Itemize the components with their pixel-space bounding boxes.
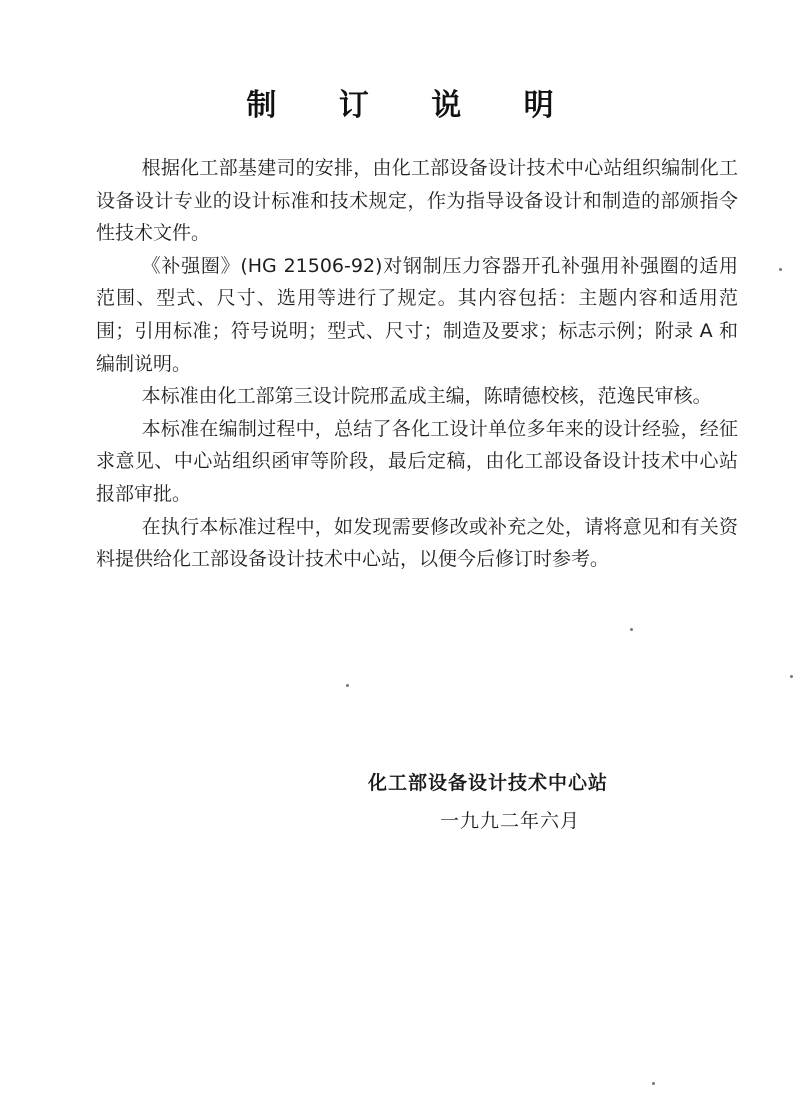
paragraph-scope: 《补强圈》(HG 21506-92)对钢制压力容器开孔补强用补强圈的适用范围、型式、尺寸、选用等进行了规定。其内容包括：主题内容和适用范围；引用标准；符号说明；型式、尺寸；制造及要求；标志示例；附录 A 和编制说明。 [96,254,738,375]
scan-speck [779,268,782,271]
paragraph-arrangement: 根据化工部基建司的安排，由化工部设备设计技术中心站组织编制化工设备设计专业的设计标准和技术规定，作为指导设备设计和制造的部颁指令性技术文件。 [96,157,738,245]
signature-organization: 化工部设备设计技术中心站 [368,772,609,794]
scan-speck [790,675,793,678]
paragraph-process: 本标准在编制过程中，总结了各化工设计单位多年来的设计经验，经征求意见、中心站组织函审等阶段，最后定稿，由化工部设备设计技术中心站报部审批。 [96,417,738,505]
document-body [96,152,738,576]
document-title: 制 订 说 明 [246,88,580,123]
paragraph-authors: 本标准由化工部第三设计院邢孟成主编，陈晴德校核，范逸民审核。 [141,385,712,408]
scan-speck [630,628,633,631]
signature-block [368,764,668,840]
signature-date: 一九九二年六月 [440,810,581,832]
paragraph-feedback: 在执行本标准过程中，如发现需要修改或补充之处，请将意见和有关资料提供给化工部设备设计技术中心站，以便今后修订时参考。 [96,515,738,571]
scan-speck [346,684,349,687]
scan-speck [652,1082,655,1085]
